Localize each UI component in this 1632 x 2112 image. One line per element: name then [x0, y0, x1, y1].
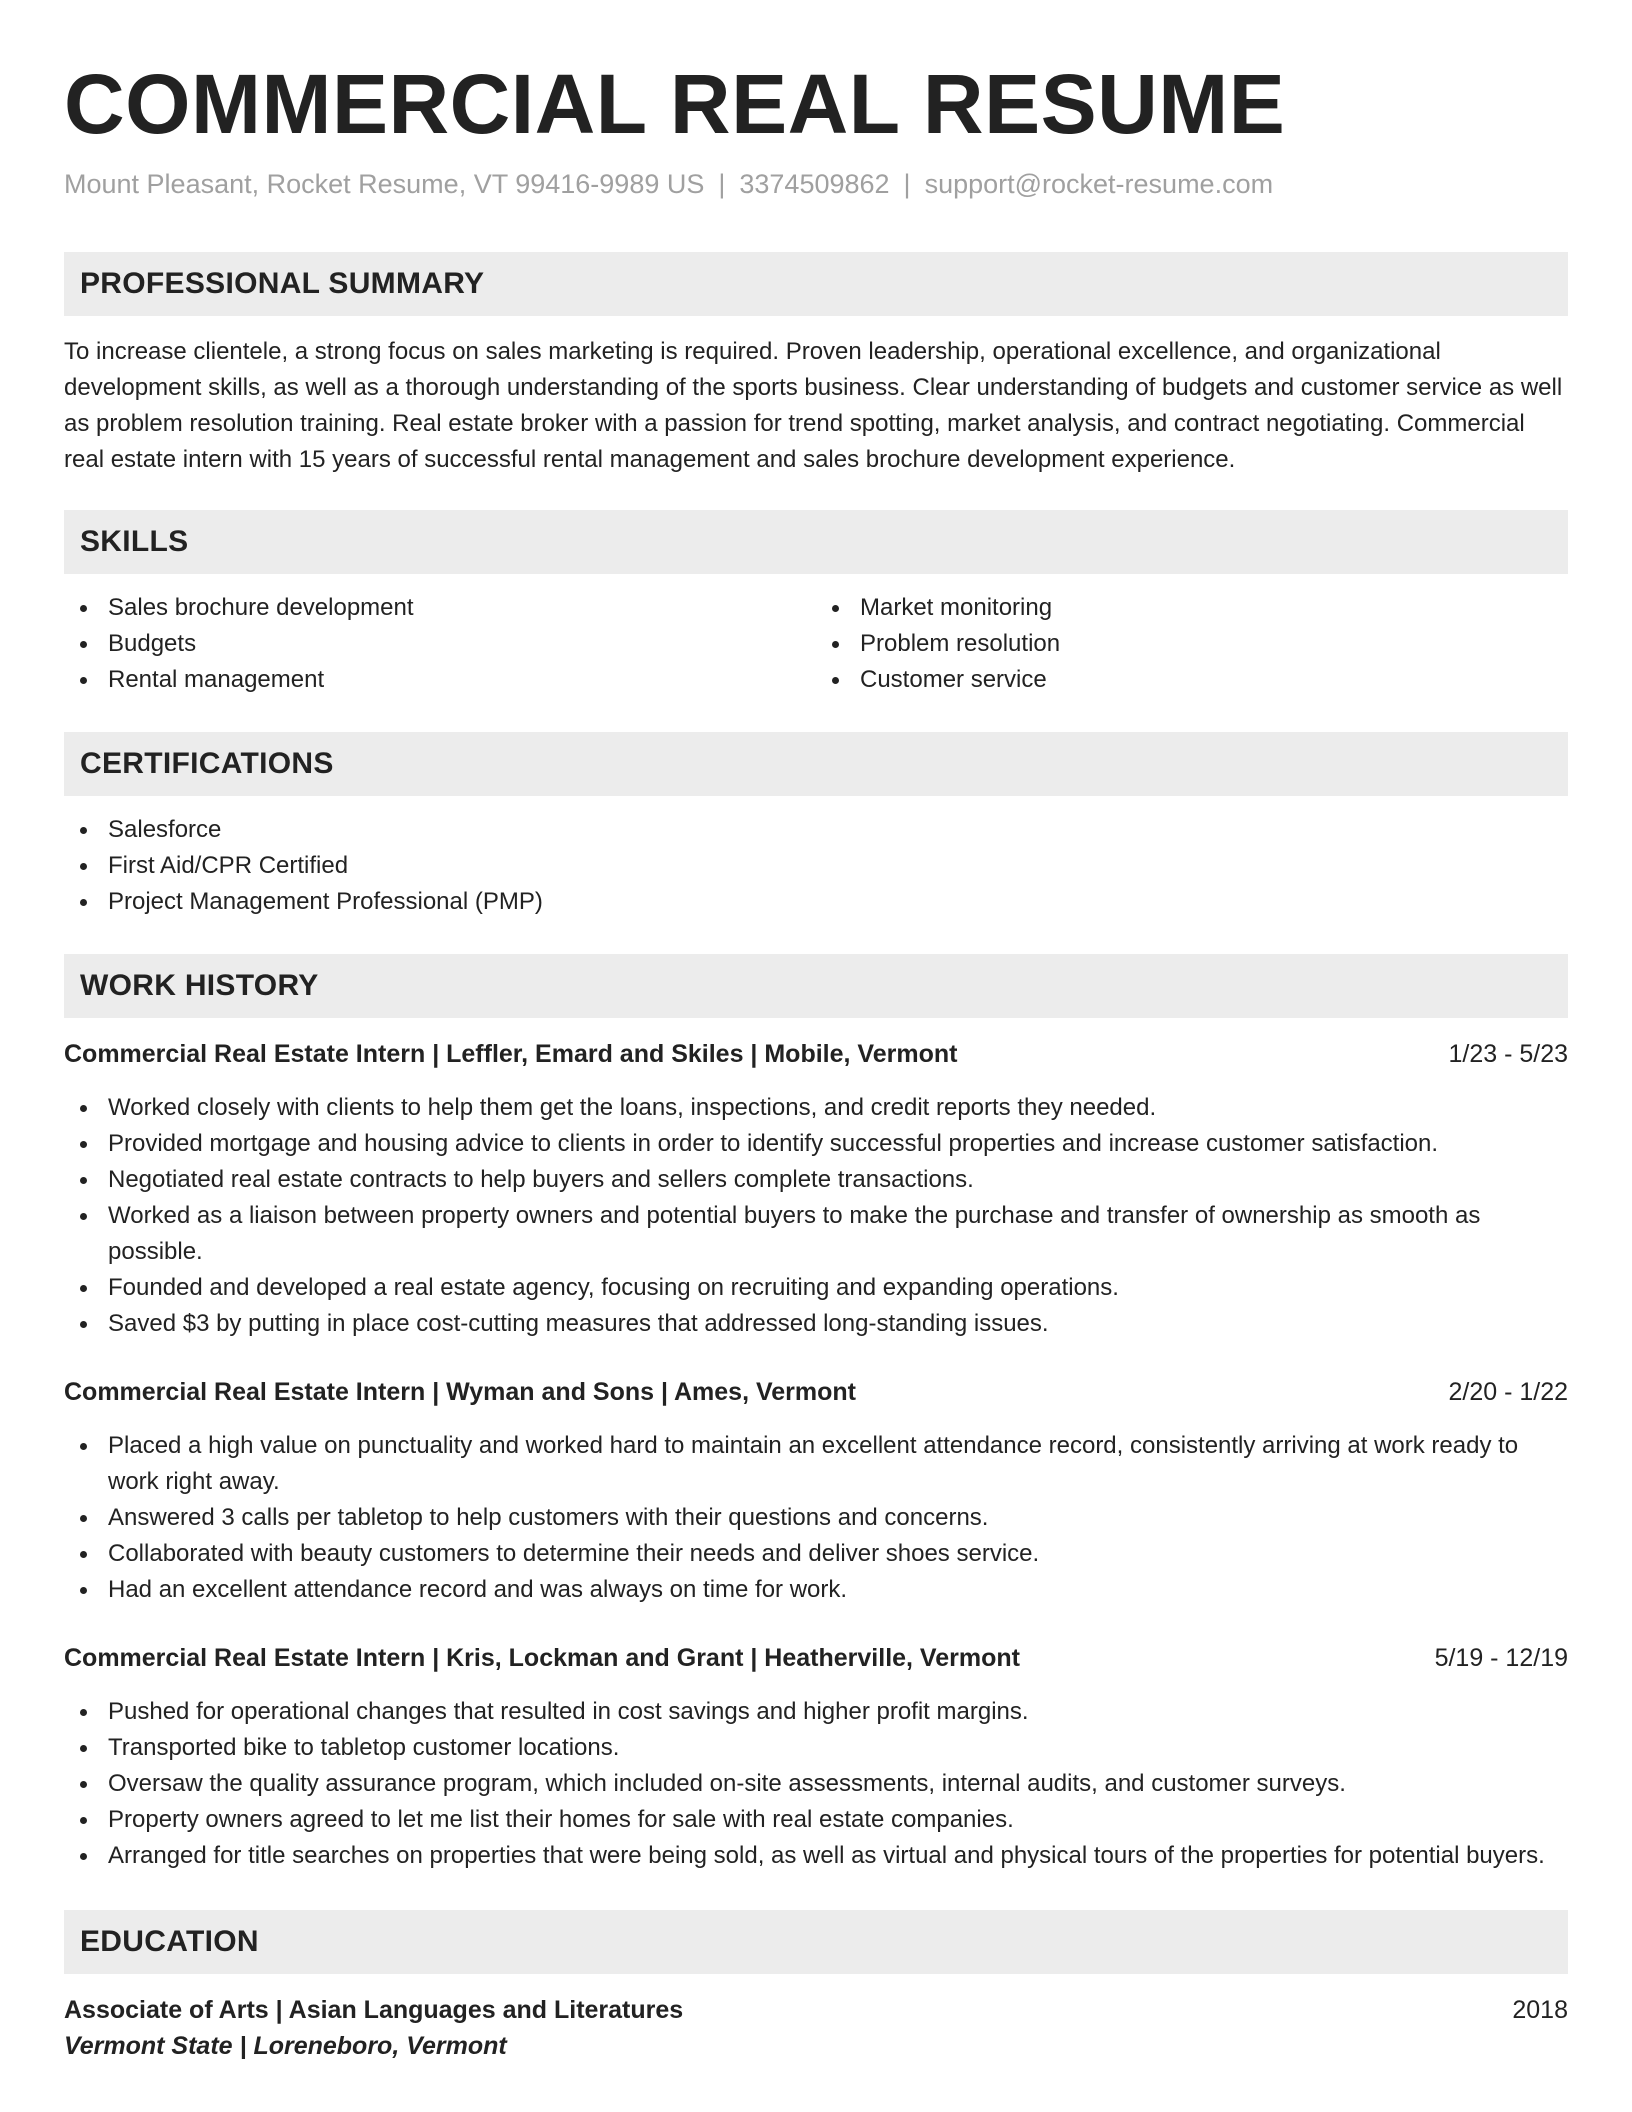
job-bullet: Worked as a liaison between property owners and potential buyers to make the purchase and transfer of ownership as smooth as possible.	[64, 1198, 1568, 1270]
job-bullet: Collaborated with beauty customers to determine their needs and deliver shoes service.	[64, 1536, 1568, 1572]
resume-name: COMMERCIAL REAL RESUME	[64, 57, 1286, 151]
job-header	[64, 1036, 1568, 1072]
job-bullets	[64, 1694, 1568, 1874]
job-dates: 2/20 - 1/22	[1448, 1378, 1568, 1406]
skills-grid	[64, 590, 1568, 698]
skills-list-right	[816, 590, 1568, 698]
job-header	[64, 1640, 1568, 1676]
job-bullets	[64, 1090, 1568, 1342]
job-bullet: Answered 3 calls per tabletop to help customers with their questions and concerns.	[64, 1500, 1568, 1536]
skill-item: Sales brochure development	[64, 590, 816, 626]
job-bullet: Property owners agreed to let me list their homes for sale with real estate companies.	[64, 1802, 1568, 1838]
skill-item: Customer service	[816, 662, 1568, 698]
education-row	[64, 1992, 1568, 2028]
job-dates: 5/19 - 12/19	[1434, 1644, 1568, 1672]
job-bullet: Founded and developed a real estate agency, focusing on recruiting and expanding operations.	[64, 1270, 1568, 1306]
job-dates: 1/23 - 5/23	[1448, 1040, 1568, 1068]
section-heading-skills: SKILLS	[64, 510, 1568, 574]
education-school: Vermont State | Loreneboro, Vermont	[64, 2032, 507, 2060]
skill-item: Rental management	[64, 662, 816, 698]
job-title: Commercial Real Estate Intern | Wyman and Sons | Ames, Vermont	[64, 1378, 857, 1406]
job-bullet: Placed a high value on punctuality and worked hard to maintain an excellent attendance record, consistently arriving at work ready to work right away.	[64, 1428, 1568, 1500]
job-bullet: Pushed for operational changes that resulted in cost savings and higher profit margins.	[64, 1694, 1568, 1730]
education-year: 2018	[1512, 1996, 1568, 2024]
skill-item: Problem resolution	[816, 626, 1568, 662]
contact-address: Mount Pleasant, Rocket Resume, VT 99416-9989 US	[64, 169, 705, 199]
certification-item: First Aid/CPR Certified	[64, 848, 1568, 884]
skill-item: Market monitoring	[816, 590, 1568, 626]
summary-text: To increase clientele, a strong focus on sales marketing is required. Proven leadership, operational excellence, and organizational development skills, as well as a thorough understanding of the sports business. Clear understanding of budgets and customer service as well as problem resolution training. Real estate broker with a passion for trend spotting, market analysis, and contract negotiating. Commercial real estate intern with 15 years of successful rental management and sales brochure development experience.	[64, 338, 1563, 473]
section-heading-work-history: WORK HISTORY	[64, 954, 1568, 1018]
section-heading-certifications: CERTIFICATIONS	[64, 732, 1568, 796]
section-heading-education: EDUCATION	[64, 1910, 1568, 1974]
section-heading-summary: PROFESSIONAL SUMMARY	[64, 252, 1568, 316]
certification-item: Salesforce	[64, 812, 1568, 848]
job-bullet: Arranged for title searches on properties that were being sold, as well as virtual and physical tours of the properties for potential buyers.	[64, 1838, 1568, 1874]
job-header	[64, 1374, 1568, 1410]
education-degree: Associate of Arts | Asian Languages and Literatures	[64, 1996, 684, 2024]
job-bullet: Had an excellent attendance record and was always on time for work.	[64, 1572, 1568, 1608]
job-title: Commercial Real Estate Intern | Kris, Lockman and Grant | Heatherville, Vermont	[64, 1644, 1020, 1672]
certifications-list	[64, 812, 1568, 920]
job-bullet: Worked closely with clients to help them get the loans, inspections, and credit reports they needed.	[64, 1090, 1568, 1126]
job-bullet: Oversaw the quality assurance program, which included on-site assessments, internal audits, and customer surveys.	[64, 1766, 1568, 1802]
job-bullet: Saved $3 by putting in place cost-cutting measures that addressed long-standing issues.	[64, 1306, 1568, 1342]
skills-list-left	[64, 590, 816, 698]
job-bullet: Transported bike to tabletop customer locations.	[64, 1730, 1568, 1766]
certification-item: Project Management Professional (PMP)	[64, 884, 1568, 920]
contact-email: support@rocket-resume.com	[924, 169, 1274, 199]
contact-phone: 3374509862	[739, 169, 890, 199]
job-bullet: Negotiated real estate contracts to help buyers and sellers complete transactions.	[64, 1162, 1568, 1198]
job-bullets	[64, 1428, 1568, 1608]
skill-item: Budgets	[64, 626, 816, 662]
contact-separator: |	[903, 169, 911, 199]
contact-line	[64, 166, 1568, 202]
contact-separator: |	[718, 169, 726, 199]
job-bullet: Provided mortgage and housing advice to clients in order to identify successful properties and increase customer satisfaction.	[64, 1126, 1568, 1162]
job-title: Commercial Real Estate Intern | Leffler, Emard and Skiles | Mobile, Vermont	[64, 1040, 958, 1068]
